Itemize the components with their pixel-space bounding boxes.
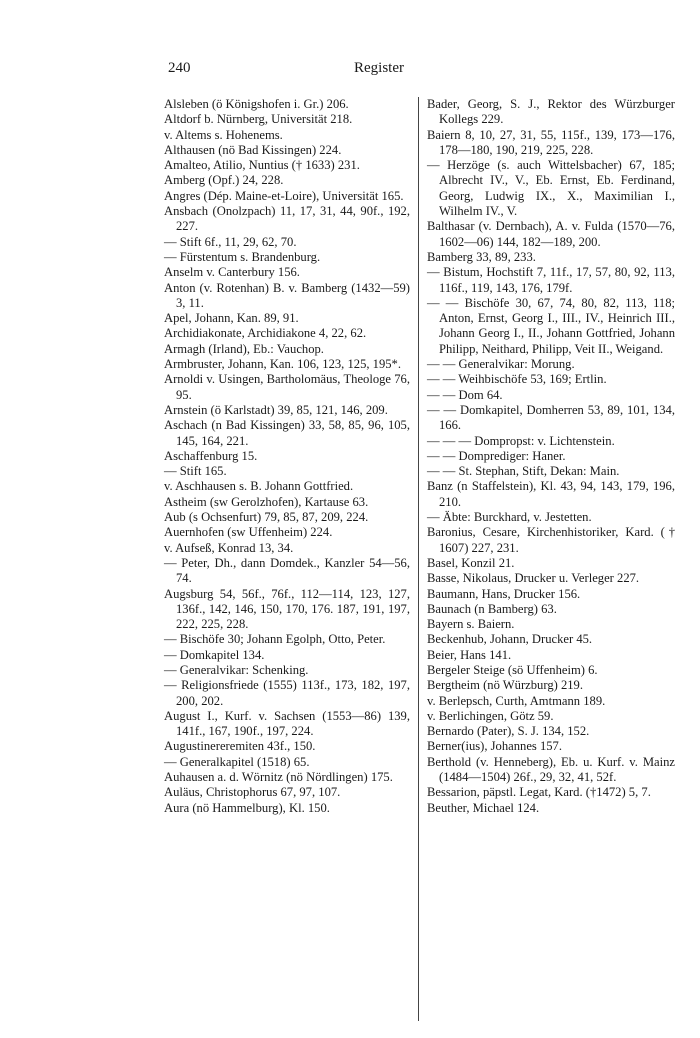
index-entry: — — — Dompropst: v. Lichtenstein.: [427, 433, 615, 448]
index-entry: Augsburg 54, 56f., 76f., 112—114, 123, 127, 136f., 142, 146, 150, 170, 176. 187, 191, 197, 222, 225, 228.: [164, 586, 410, 632]
index-entry: Beier, Hans 141.: [427, 647, 512, 662]
column-divider: [418, 97, 419, 1021]
index-entry: Anselm v. Canterbury 156.: [164, 265, 300, 280]
index-entry: Anton (v. Rotenhan) B. v. Bamberg (1432—59) 3, 11.: [164, 280, 410, 310]
index-entry: — Bistum, Hochstift 7, 11f., 17, 57, 80, 92, 113, 116f., 119, 143, 176, 179f.: [427, 265, 675, 295]
index-entry: v. Berlichingen, Götz 59.: [427, 708, 554, 723]
index-entry: — Herzöge (s. auch Wittelsbacher) 67, 185; Albrecht IV., V., Eb. Ernst, Eb. Ferdinand, Georg, Ludwig IX., X., Maximilian I., Wilhelm IV., V.: [427, 158, 675, 219]
index-entry: Amalteo, Atilio, Nuntius († 1633) 231.: [164, 158, 360, 173]
index-entry: — Peter, Dh., dann Domdek., Kanzler 54—56, 74.: [164, 555, 410, 586]
index-entry: Basel, Konzil 21.: [427, 555, 515, 570]
index-entry: — Bischöfe 30; Johann Egolph, Otto, Peter.: [164, 632, 386, 647]
index-entry: — Fürstentum s. Brandenburg.: [164, 249, 321, 264]
index-entry: — Domkapitel 134.: [164, 647, 265, 662]
index-column-left: [164, 97, 410, 816]
index-entry: v. Altems s. Hohenems.: [164, 127, 283, 142]
index-entry: Arnstein (ö Karlstadt) 39, 85, 121, 146, 209.: [164, 402, 388, 417]
index-entry: v. Aufseß, Konrad 13, 34.: [164, 540, 294, 555]
index-entry: — — St. Stephan, Stift, Dekan: Main.: [427, 464, 620, 479]
index-entry: Baumann, Hans, Drucker 156.: [427, 586, 581, 601]
index-entry: Aschaffenburg 15.: [164, 448, 258, 463]
index-entry: Bessarion, päpstl. Legat, Kard. (†1472) 5, 7.: [427, 785, 651, 800]
index-entry: — — Dom 64.: [427, 387, 503, 402]
index-entry: Balthasar (v. Dernbach), A. v. Fulda (1570—76, 1602—06) 144, 182—189, 200.: [427, 219, 675, 249]
index-entry: — Äbte: Burckhard, v. Jestetten.: [427, 510, 592, 525]
running-head: Register: [354, 60, 404, 76]
index-entry: v. Berlepsch, Curth, Amtmann 189.: [427, 693, 606, 708]
index-entry: — — Weihbischöfe 53, 169; Ertlin.: [427, 372, 607, 387]
index-entry: Altdorf b. Nürnberg, Universität 218.: [164, 112, 353, 127]
index-entry: Bader, Georg, S. J., Rektor des Würzburger Kollegs 229.: [427, 97, 675, 127]
index-entry: Berner(ius), Johannes 157.: [427, 739, 563, 754]
index-entry: Ansbach (Onolzpach) 11, 17, 31, 44, 90f., 192, 227.: [164, 204, 410, 234]
index-entry: Baiern 8, 10, 27, 31, 55, 115f., 139, 173—176, 178—180, 190, 219, 225, 228.: [427, 127, 675, 157]
index-entry: Bayern s. Baiern.: [427, 617, 515, 632]
index-entry: — — Bischöfe 30, 67, 74, 80, 82, 113, 118; Anton, Ernst, Georg I., III., IV., Heinrich III., Johann Georg I., II., Johann Gottfried, Johann Philipp, Neithard, Philipp, Veit II., Weigand.: [427, 295, 675, 356]
index-entry: Augustinereremiten 43f., 150.: [164, 739, 316, 754]
index-entry: — Generalvikar: Schenking.: [164, 662, 309, 677]
index-entry: — — Generalvikar: Morung.: [427, 357, 575, 372]
index-entry: Bernardo (Pater), S. J. 134, 152.: [427, 724, 590, 739]
index-entry: Baunach (n Bamberg) 63.: [427, 601, 557, 616]
index-entry: — Generalkapitel (1518) 65.: [164, 754, 310, 769]
index-entry: Althausen (nö Bad Kissingen) 224.: [164, 142, 342, 157]
index-entry: Aura (nö Hammelburg), Kl. 150.: [164, 800, 330, 815]
index-entry: Beuther, Michael 124.: [427, 800, 540, 815]
index-entry: Alsleben (ö Königshofen i. Gr.) 206.: [164, 97, 349, 111]
index-entry: Auhausen a. d. Wörnitz (nö Nördlingen) 175.: [164, 770, 393, 785]
index-entry: Armagh (Irland), Eb.: Vauchop.: [164, 341, 324, 356]
index-entry: — Stift 6f., 11, 29, 62, 70.: [164, 234, 297, 249]
index-entry: Aschach (n Bad Kissingen) 33, 58, 85, 96, 105, 145, 164, 221.: [164, 418, 410, 448]
index-entry: Angres (Dép. Maine-et-Loire), Universität 165.: [164, 188, 404, 203]
index-entry: Basse, Nikolaus, Drucker u. Verleger 227.: [427, 571, 640, 586]
index-entry: — — Domkapitel, Domherren 53, 89, 101, 134, 166.: [427, 402, 675, 433]
index-entry: Bamberg 33, 89, 233.: [427, 249, 536, 264]
index-entry: Auläus, Christophorus 67, 97, 107.: [164, 785, 341, 800]
index-entry: Arnoldi v. Usingen, Bartholomäus, Theologe 76, 95.: [164, 372, 410, 402]
index-entry: Baronius, Cesare, Kirchenhistoriker, Kard. († 1607) 227, 231.: [427, 525, 675, 555]
index-entry: v. Aschhausen s. B. Johann Gottfried.: [164, 479, 354, 494]
index-entry: Bergeler Steige (sö Uffenheim) 6.: [427, 662, 598, 677]
index-entry: — Stift 165.: [164, 464, 227, 479]
index-entry: — — Domprediger: Haner.: [427, 448, 566, 463]
index-entry: August I., Kurf. v. Sachsen (1553—86) 139, 141f., 167, 190f., 197, 224.: [164, 708, 410, 739]
index-entry: Banz (n Staffelstein), Kl. 43, 94, 143, 179, 196, 210.: [427, 479, 675, 509]
index-entry: Bergtheim (nö Würzburg) 219.: [427, 678, 583, 693]
index-entry: Armbruster, Johann, Kan. 106, 123, 125, 195*.: [164, 357, 401, 372]
page-number: 240: [168, 60, 191, 76]
index-entry: Amberg (Opf.) 24, 228.: [164, 173, 284, 188]
index-column-right: [427, 97, 675, 816]
index-entry: Auernhofen (sw Uffenheim) 224.: [164, 525, 333, 540]
index-entry: Aub (s Ochsenfurt) 79, 85, 87, 209, 224.: [164, 510, 369, 525]
page-header: [164, 60, 594, 80]
index-entry: Berthold (v. Henneberg), Eb. u. Kurf. v. Mainz (1484—1504) 26f., 29, 32, 41, 52f.: [427, 754, 675, 785]
index-entry: Archidiakonate, Archidiakone 4, 22, 62.: [164, 326, 367, 341]
index-entry: — Religionsfriede (1555) 113f., 173, 182, 197, 200, 202.: [164, 678, 410, 708]
index-entry: Astheim (sw Gerolzhofen), Kartause 63.: [164, 494, 369, 509]
index-entry: Apel, Johann, Kan. 89, 91.: [164, 311, 299, 326]
index-entry: Beckenhub, Johann, Drucker 45.: [427, 632, 593, 647]
